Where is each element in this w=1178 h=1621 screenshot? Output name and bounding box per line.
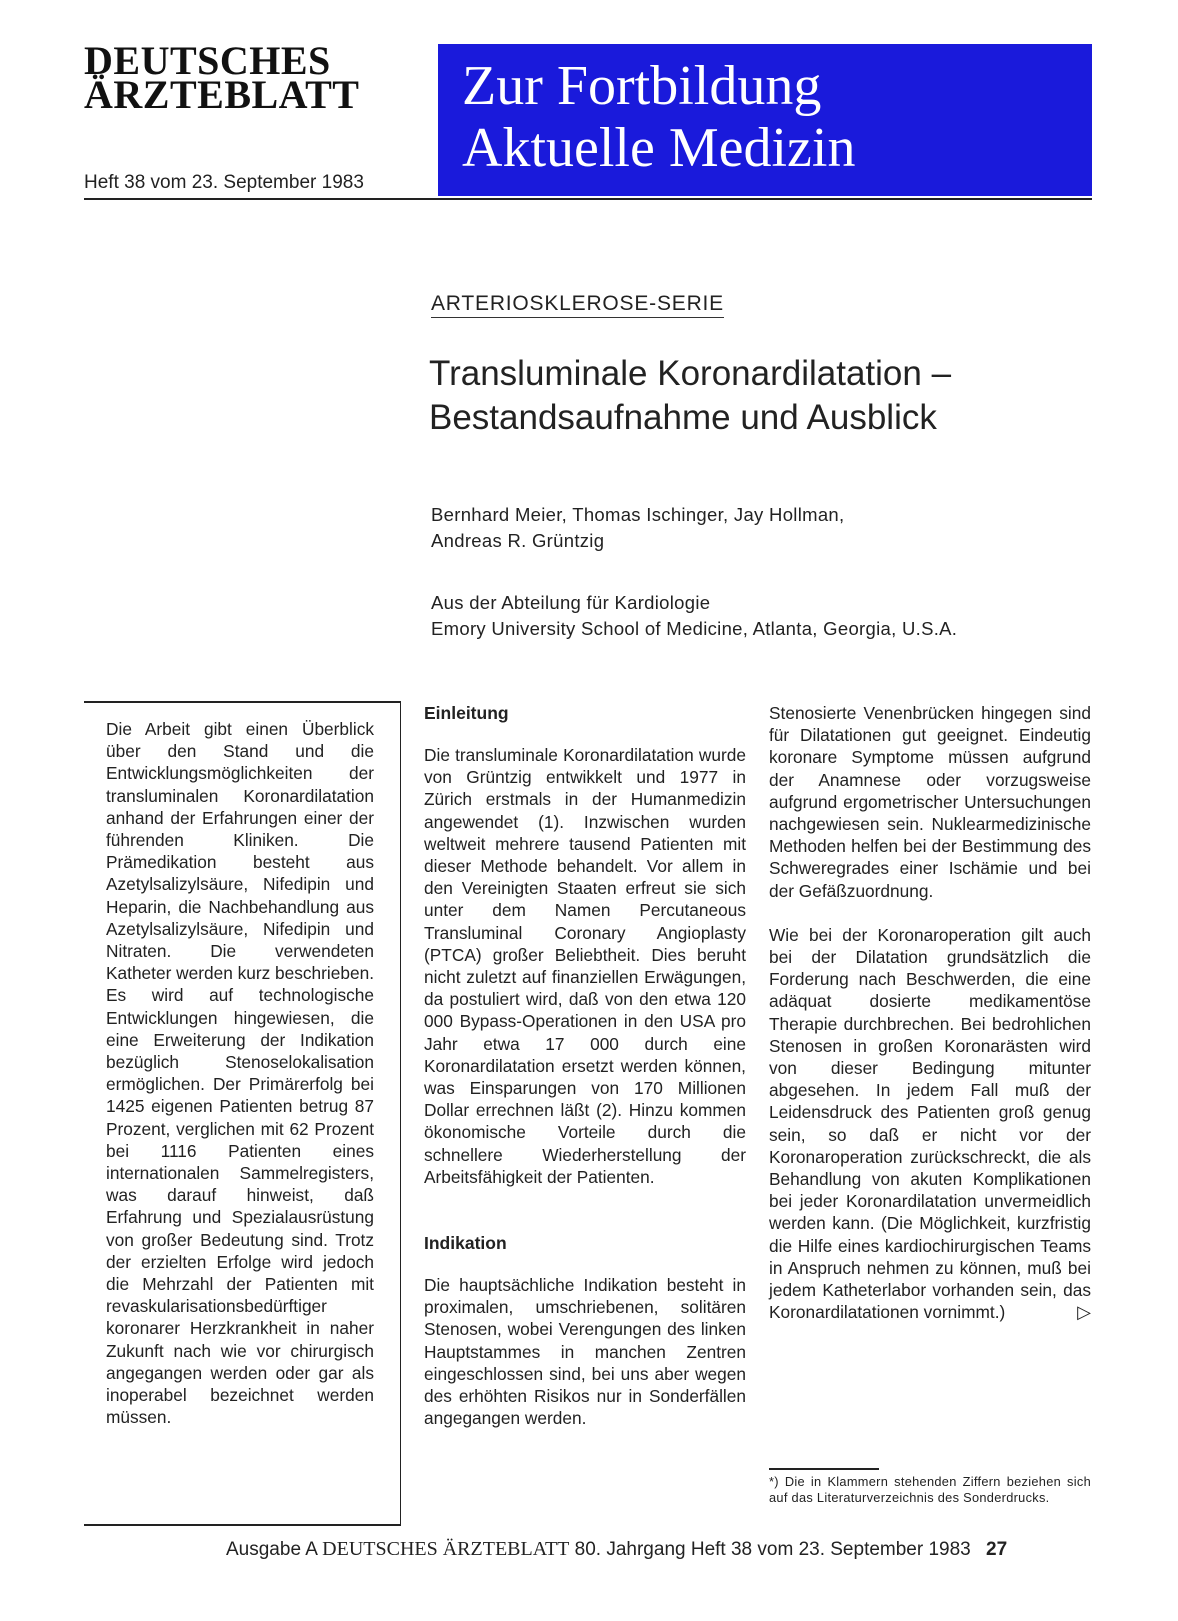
column3-paragraph1: Stenosierte Venenbrücken hingegen sind für Dilatationen gut geeignet. Eindeutig koronare Symptome müssen aufgrund der Anamnese oder vorzugsweise aufgrund ergometrischer Untersuchungen nachgewiesen sein. Nuklearmedizinische Methoden helfen bei der Bestimmung des Schweregrades einer Ischämie und bei der Gefäßzuordnung. bbox=[769, 703, 1091, 901]
footer-volume: 80. Jahrgang Heft 38 vom 23. September 1983 bbox=[574, 1539, 971, 1560]
footer-journal: DEUTSCHES ÄRZTEBLATT bbox=[322, 1538, 570, 1560]
issue-date: Heft 38 vom 23. September 1983 bbox=[84, 172, 364, 193]
article-affiliation bbox=[431, 590, 1111, 642]
title-line2: Bestandsaufnahme und Ausblick bbox=[429, 398, 937, 437]
affiliation-line2: Emory University School of Medicine, Atlanta, Georgia, U.S.A. bbox=[431, 618, 958, 639]
article-authors bbox=[431, 502, 1111, 554]
journal-masthead bbox=[84, 38, 360, 117]
section-banner bbox=[438, 44, 1092, 196]
heading-indikation: Indikation bbox=[424, 1233, 507, 1254]
einleitung-paragraph: Die transluminale Koronardilatation wurde von Grüntzig entwikkelt und 1977 in Zürich erstmals in der Humanmedizin angewendet (1). Inzwischen wurden weltweit mehrere tausend Patienten mit dieser Methode behandelt. Vor allem in den Vereinigten Staaten erfreut sie sich unter dem Namen Percutaneous Transluminal Coronary Angioplasty (PTCA) großer Beliebtheit. Dies beruht nicht zuletzt auf finanziellen Erwägungen, da postuliert wird, daß von den etwa 120 000 Bypass-Operationen in den USA pro Jahr etwa 17 000 durch eine Koronardilatation ersetzt werden können, was Einsparungen von 170 Millionen Dollar errechnen läßt (2). Hinzu kommen ökonomische Vorteile durch die schnellere Wiederherstellung der Arbeitsfähigkeit der Patienten. bbox=[424, 745, 746, 1187]
title-line1: Transluminale Koronardilatation – bbox=[429, 354, 952, 393]
heading-einleitung: Einleitung bbox=[424, 703, 509, 723]
section-banner-line1: Zur Fortbildung bbox=[462, 55, 822, 117]
column3-paragraph2 bbox=[769, 924, 1091, 1324]
abstract-text: Die Arbeit gibt einen Überblick über den Stand und die Entwicklungsmöglichkeiten der transluminalen Koronardilatation anhand der Erfahrungen einer der führenden Kliniken. Die Prämedikation besteht aus Azetylsalizylsäure, Nifedipin und Heparin, die Nachbehandlung aus Azetylsalizylsäure, Nifedipin und Nitraten. Die verwendeten Katheter werden kurz beschrieben. Es wird auf technologische Entwicklungen hingewiesen, die eine Erweiterung der Indikation bezüglich Stenoselokalisation ermöglichen. Der Primärerfolg bei 1425 eigenen Patienten betrug 87 Prozent, verglichen mit 62 Prozent bei 1116 Patienten eines internationalen Sammelregisters, was darauf hinweist, daß Erfahrung und Spezialausrüstung von großer Bedeutung sind. Trotz der erzielten Erfolge wird jedoch die Mehrzahl der Patienten mit revaskularisationsbedürftiger koronarer Herzkrankheit in naher Zukunft nach wie vor chirurgisch angegangen werden oder gar als inoperabel bezeichnet werden müssen. bbox=[106, 719, 375, 1428]
journal-name-line1: DEUTSCHES bbox=[84, 38, 331, 83]
authors-line1: Bernhard Meier, Thomas Ischinger, Jay Hollman, bbox=[431, 504, 845, 525]
journal-name-line2: ÄRZTEBLATT bbox=[84, 72, 360, 117]
column3-paragraph2-text: Wie bei der Koronaroperation gilt auch bei der Dilatation grundsätzlich die Forderung nach Beschwerden, die eine adäquat dosierte medikamentöse Therapie durchbrechen. Bei bedrohlichen Stenosen in großen Koronarästen wird von dieser Bedingung mitunter abgesehen. In jedem Fall muß der Leidensdruck des Patienten groß genug sein, so daß er nicht vor der Koronaroperation zurückschreckt, die als Behandlung von akuten Komplikationen bei jeder Koronardilatation unvermeidlich werden kann. (Die Möglichkeit, kurzfristig die Hilfe eines kardiochirurgischen Teams in Anspruch nehmen zu können, muß bei jedem Katheterlabor vorhanden sein, das Koronardilatationen vornimmt.) bbox=[769, 924, 1091, 1323]
header-divider bbox=[84, 198, 1092, 200]
article-title bbox=[429, 352, 1109, 440]
affiliation-line1: Aus der Abteilung für Kardiologie bbox=[431, 592, 711, 613]
series-label: ARTERIOSKLEROSE-SERIE bbox=[431, 292, 724, 318]
page-footer bbox=[226, 1538, 1007, 1561]
page-number: 27 bbox=[986, 1539, 1008, 1560]
section-banner-line2: Aktuelle Medizin bbox=[462, 117, 856, 179]
authors-line2: Andreas R. Grüntzig bbox=[431, 530, 605, 551]
footnote-divider bbox=[769, 1468, 879, 1470]
column-3 bbox=[769, 702, 1091, 1323]
footer-edition: Ausgabe A bbox=[226, 1539, 317, 1560]
column-2 bbox=[424, 702, 746, 1429]
continue-arrow-icon: ▷ bbox=[1077, 1302, 1091, 1323]
footnote: *) Die in Klammern stehenden Ziffern beziehen sich auf das Literaturverzeichnis des Sonderdrucks. bbox=[769, 1474, 1091, 1505]
indikation-paragraph: Die hauptsächliche Indikation besteht in proximalen, umschriebenen, solitären Stenosen, wobei Verengungen des linken Hauptstammes in manchen Zentren eingeschlossen sind, bei uns aber wegen des erhöhten Risikos nur in Sonderfällen angegangen werden. bbox=[424, 1275, 746, 1429]
